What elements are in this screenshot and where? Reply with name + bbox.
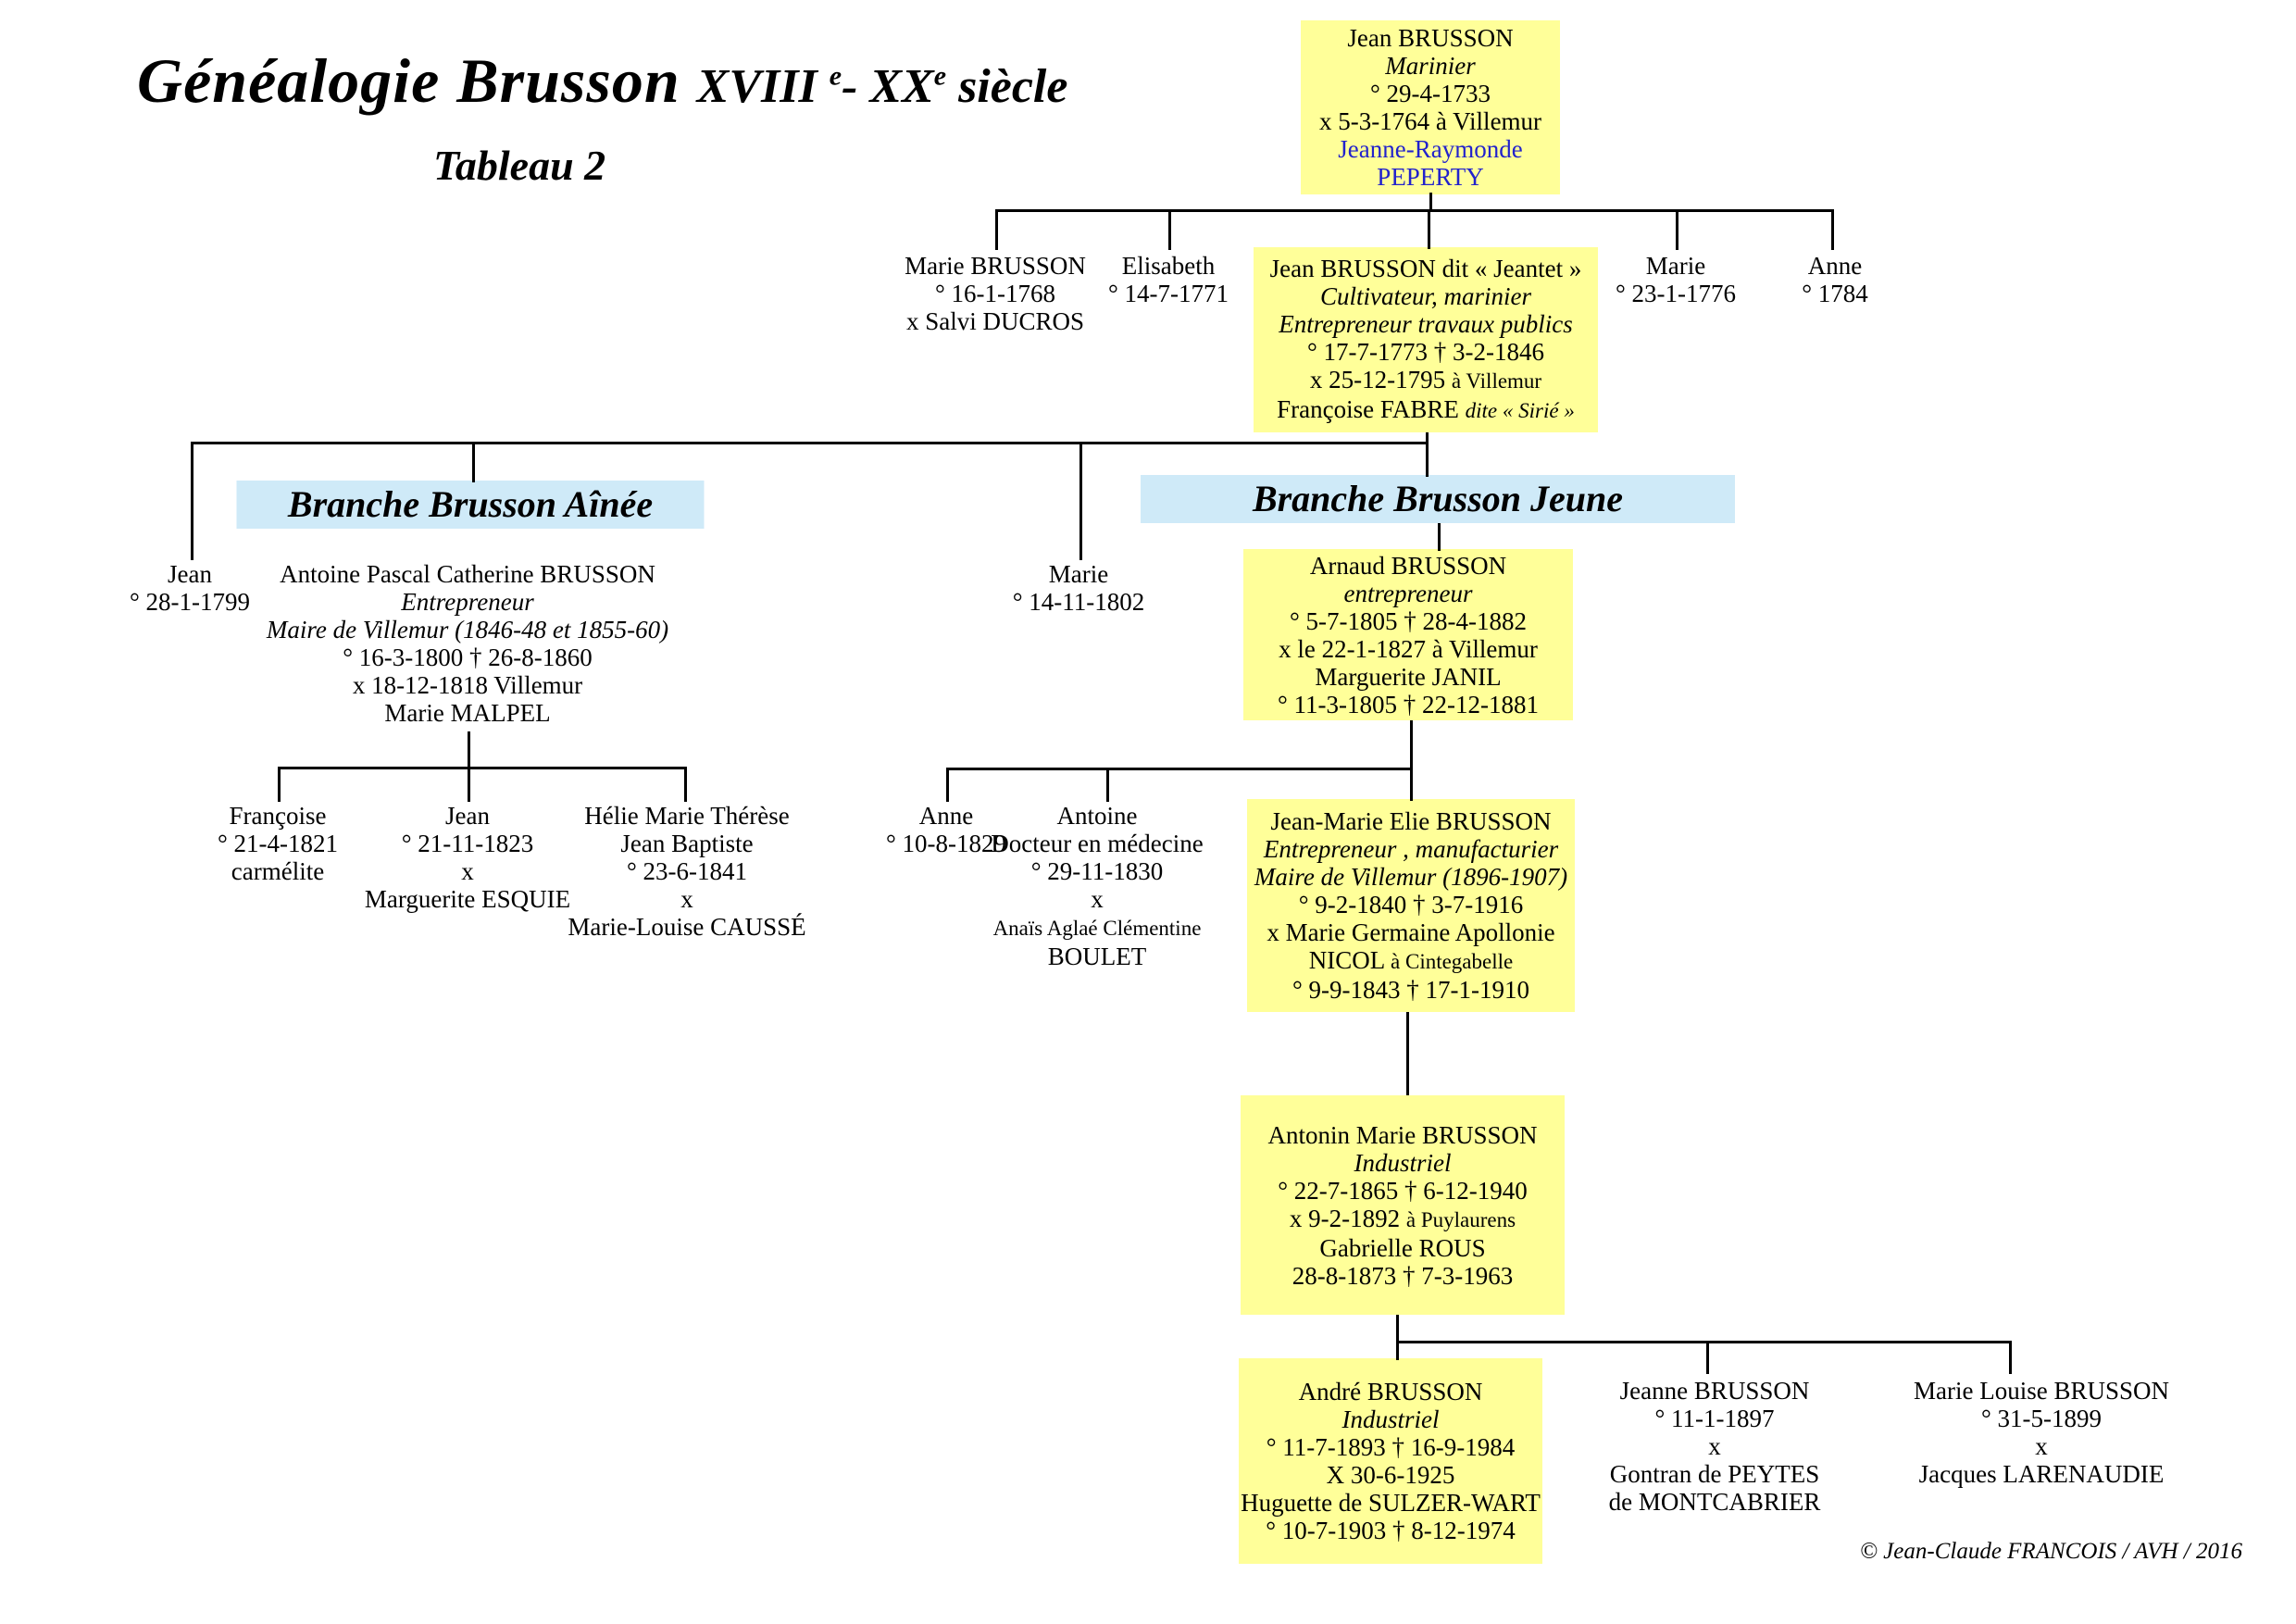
andre-brusson	[1239, 1358, 1542, 1564]
jeanne-brusson-line: Jeanne BRUSSON	[1619, 1377, 1810, 1405]
jeanne-brusson-line: Gontran de PEYTES	[1609, 1460, 1820, 1488]
antoine-1830	[991, 802, 1203, 970]
antonin-marie-brusson-line: Gabrielle ROUS	[1319, 1233, 1486, 1262]
andre-brusson-line: Huguette de SULZER-WART	[1241, 1489, 1541, 1517]
connector-line	[472, 442, 475, 482]
antoine-pascal-brusson-line: Entrepreneur	[401, 588, 534, 616]
helie-1841	[568, 802, 805, 941]
jean-1799	[130, 560, 250, 616]
connector-line	[2009, 1341, 2012, 1374]
marie-1776-line: Marie	[1645, 252, 1706, 280]
jean-brusson-jeantet-line: x 25-12-1795 à Villemur	[1309, 366, 1542, 394]
root-jean-brusson-line: Jean BRUSSON	[1347, 24, 1514, 52]
andre-brusson-line: ° 11-7-1893 † 16-9-1984	[1266, 1433, 1516, 1461]
marie-louise-brusson-line: ° 31-5-1899	[1980, 1405, 2103, 1432]
root-jean-brusson-line: Marinier	[1385, 52, 1476, 80]
branch-ainee-header-line: Branche Brusson Aînée	[287, 483, 654, 525]
connector-line	[946, 768, 949, 802]
marie-louise-brusson	[1914, 1377, 2169, 1488]
jeanne-brusson	[1609, 1377, 1821, 1516]
helie-1841-line: Marie-Louise CAUSSÉ	[568, 913, 806, 941]
connector-line	[1831, 209, 1834, 250]
helie-1841-line: ° 23-6-1841	[626, 857, 748, 885]
jean-marie-elie-brusson-line: ° 9-9-1843 † 17-1-1910	[1292, 976, 1529, 1004]
arnaud-brusson	[1243, 549, 1573, 720]
connector-line	[1106, 768, 1109, 802]
root-jean-brusson	[1301, 20, 1560, 194]
marie-1802	[1013, 560, 1145, 616]
antoine-1830-line: Antoine	[1056, 802, 1138, 830]
connector-line	[1396, 1315, 1399, 1343]
antonin-marie-brusson-line: 28-8-1873 † 7-3-1963	[1292, 1261, 1514, 1290]
root-jean-brusson-line: x 5-3-1764 à Villemur	[1318, 107, 1542, 135]
francoise-1821-line: Françoise	[229, 802, 327, 830]
root-jean-brusson-line: ° 29-4-1733	[1369, 80, 1491, 107]
antonin-marie-brusson	[1241, 1095, 1565, 1315]
jean-brusson-jeantet-line: Entrepreneur travaux publics	[1279, 310, 1573, 338]
jean-brusson-jeantet-line: Françoise FABRE dite « Sirié »	[1277, 395, 1575, 423]
branch-ainee-header	[237, 481, 705, 529]
antoine-1830-line: x	[1091, 885, 1104, 913]
helie-1841-line: Jean Baptiste	[620, 830, 754, 857]
connector-line	[1410, 720, 1413, 770]
arnaud-brusson-line: ° 11-3-1805 † 22-12-1881	[1277, 690, 1539, 718]
andre-brusson-line: X 30-6-1925	[1326, 1461, 1455, 1489]
jean-1799-line: Jean	[168, 560, 212, 588]
jeanne-brusson-line: de MONTCABRIER	[1608, 1488, 1821, 1516]
elisabeth-1771-line: Elisabeth	[1121, 252, 1216, 280]
connector-line	[1428, 209, 1430, 249]
title-main: Généalogie Brusson	[137, 45, 697, 116]
francoise-1821-line: carmélite	[231, 857, 325, 885]
marie-brusson-1768-line: x Salvi DUCROS	[905, 307, 1085, 335]
connector-line	[1396, 1341, 2012, 1343]
arnaud-brusson-line: ° 5-7-1805 † 28-4-1882	[1289, 606, 1527, 635]
jean-1823-line: Marguerite ESQUIE	[364, 885, 571, 913]
connector-line	[995, 209, 1833, 212]
francoise-1821-line: ° 21-4-1821	[217, 830, 339, 857]
connector-line	[1168, 209, 1171, 250]
title-century-range: XVIII $^e$- XXe siècle	[696, 60, 1068, 113]
root-jean-brusson-line: Jeanne-Raymonde	[1338, 135, 1523, 163]
arnaud-brusson-line: x le 22-1-1827 à Villemur	[1279, 634, 1538, 663]
antonin-marie-brusson-line: x 9-2-1892 à Puylaurens	[1289, 1204, 1516, 1232]
antonin-marie-brusson-line: Industriel	[1354, 1148, 1452, 1177]
connector-line	[278, 767, 687, 769]
anne-1784-line: Anne	[1807, 252, 1863, 280]
connector-line	[278, 767, 281, 802]
elisabeth-1771-line: ° 14-7-1771	[1107, 280, 1229, 307]
antoine-pascal-brusson-line: ° 16-3-1800 † 26-8-1860	[343, 643, 593, 671]
jean-1823	[365, 802, 570, 913]
marie-1776-line: ° 23-1-1776	[1615, 280, 1737, 307]
jean-brusson-jeantet-line: Cultivateur, marinier	[1320, 282, 1531, 310]
jean-1823-line: ° 21-11-1823	[401, 830, 534, 857]
antoine-1830-line: Anaïs Aglaé Clémentine	[992, 917, 1202, 940]
connector-line	[1396, 1341, 1399, 1360]
marie-1776	[1616, 252, 1736, 307]
connector-line	[1429, 193, 1432, 211]
andre-brusson-line: ° 10-7-1903 † 8-12-1974	[1266, 1517, 1516, 1544]
jean-marie-elie-brusson-line: x Marie Germaine Apollonie	[1267, 918, 1555, 946]
marie-brusson-1768-line: ° 16-1-1768	[934, 280, 1056, 307]
jean-1799-line: ° 28-1-1799	[129, 588, 251, 616]
jean-marie-elie-brusson-line: Jean-Marie Elie BRUSSON	[1270, 807, 1552, 835]
jean-marie-elie-brusson	[1247, 799, 1575, 1012]
jean-brusson-jeantet-line: ° 17-7-1773 † 3-2-1846	[1306, 338, 1544, 366]
anne-1784-line: ° 1784	[1802, 280, 1868, 307]
connector-line	[1426, 432, 1429, 477]
anne-1784	[1802, 252, 1868, 307]
connector-line	[1079, 442, 1082, 560]
jeanne-brusson-line: x	[1708, 1432, 1721, 1460]
marie-brusson-1768	[905, 252, 1086, 335]
branch-jeune-header	[1141, 475, 1735, 523]
jean-1823-line: x	[461, 857, 474, 885]
antoine-1830-line: Docteur en médecine	[991, 830, 1204, 857]
connector-line	[684, 767, 687, 802]
connector-line	[995, 209, 998, 250]
connector-line	[1406, 1012, 1409, 1095]
andre-brusson-line: André BRUSSON	[1298, 1378, 1483, 1405]
antoine-pascal-brusson-line: Marie MALPEL	[384, 699, 551, 727]
branch-jeune-header-line: Branche Brusson Jeune	[1252, 478, 1624, 519]
connector-line	[191, 442, 193, 560]
marie-louise-brusson-line: Marie Louise BRUSSON	[1914, 1377, 2169, 1405]
arnaud-brusson-line: Marguerite JANIL	[1315, 662, 1502, 691]
jean-brusson-jeantet	[1254, 247, 1598, 432]
marie-louise-brusson-line: x	[2035, 1432, 2048, 1460]
antonin-marie-brusson-line: Antonin Marie BRUSSON	[1267, 1120, 1538, 1149]
helie-1841-line: x	[680, 885, 693, 913]
marie-brusson-1768-line: Marie BRUSSON	[905, 252, 1086, 280]
page-title	[137, 44, 1067, 118]
antoine-pascal-brusson-line: Antoine Pascal Catherine BRUSSON	[280, 560, 655, 588]
jean-marie-elie-brusson-line: Maire de Villemur (1896-1907)	[1254, 863, 1568, 891]
jeanne-brusson-line: ° 11-1-1897	[1654, 1405, 1775, 1432]
root-jean-brusson-line: PEPERTY	[1377, 163, 1484, 191]
anne-1829	[886, 802, 1006, 857]
arnaud-brusson-line: entrepreneur	[1343, 579, 1473, 607]
connector-line	[1706, 1341, 1709, 1374]
anne-1829-line: ° 10-8-1829	[885, 830, 1007, 857]
francoise-1821	[218, 802, 338, 885]
connector-line	[946, 768, 1413, 770]
jean-brusson-jeantet-line: Jean BRUSSON dit « Jeantet »	[1269, 255, 1582, 282]
connector-line	[1676, 209, 1678, 250]
connector-line	[191, 442, 1428, 444]
connector-line	[1438, 523, 1441, 551]
connector-line	[1410, 768, 1413, 801]
elisabeth-1771	[1108, 252, 1229, 307]
copyright-notice: © Jean-Claude FRANCOIS / AVH / 2016	[1859, 1539, 2242, 1564]
antoine-pascal-brusson-line: Maire de Villemur (1846-48 et 1855-60)	[266, 616, 669, 643]
antonin-marie-brusson-line: ° 22-7-1865 † 6-12-1940	[1278, 1176, 1528, 1205]
antoine-pascal-brusson-line: x 18-12-1818 Villemur	[352, 671, 583, 699]
jean-marie-elie-brusson-line: ° 9-2-1840 † 3-7-1916	[1298, 891, 1524, 918]
marie-1802-line: ° 14-11-1802	[1012, 588, 1145, 616]
helie-1841-line: Hélie Marie Thérèse	[584, 802, 790, 830]
marie-1802-line: Marie	[1048, 560, 1109, 588]
jean-1823-line: Jean	[445, 802, 490, 830]
antoine-1830-line: ° 29-11-1830	[1030, 857, 1164, 885]
jean-marie-elie-brusson-line: NICOL à Cintegabelle	[1308, 946, 1514, 974]
marie-louise-brusson-line: Jacques LARENAUDIE	[1918, 1460, 2165, 1488]
antoine-pascal-brusson	[267, 560, 668, 727]
antoine-1830-line: BOULET	[1047, 943, 1147, 970]
arnaud-brusson-line: Arnaud BRUSSON	[1309, 551, 1507, 580]
jean-marie-elie-brusson-line: Entrepreneur , manufacturier	[1263, 835, 1559, 863]
andre-brusson-line: Industriel	[1341, 1405, 1440, 1433]
page-subtitle: Tableau 2	[433, 142, 606, 189]
anne-1829-line: Anne	[918, 802, 974, 830]
